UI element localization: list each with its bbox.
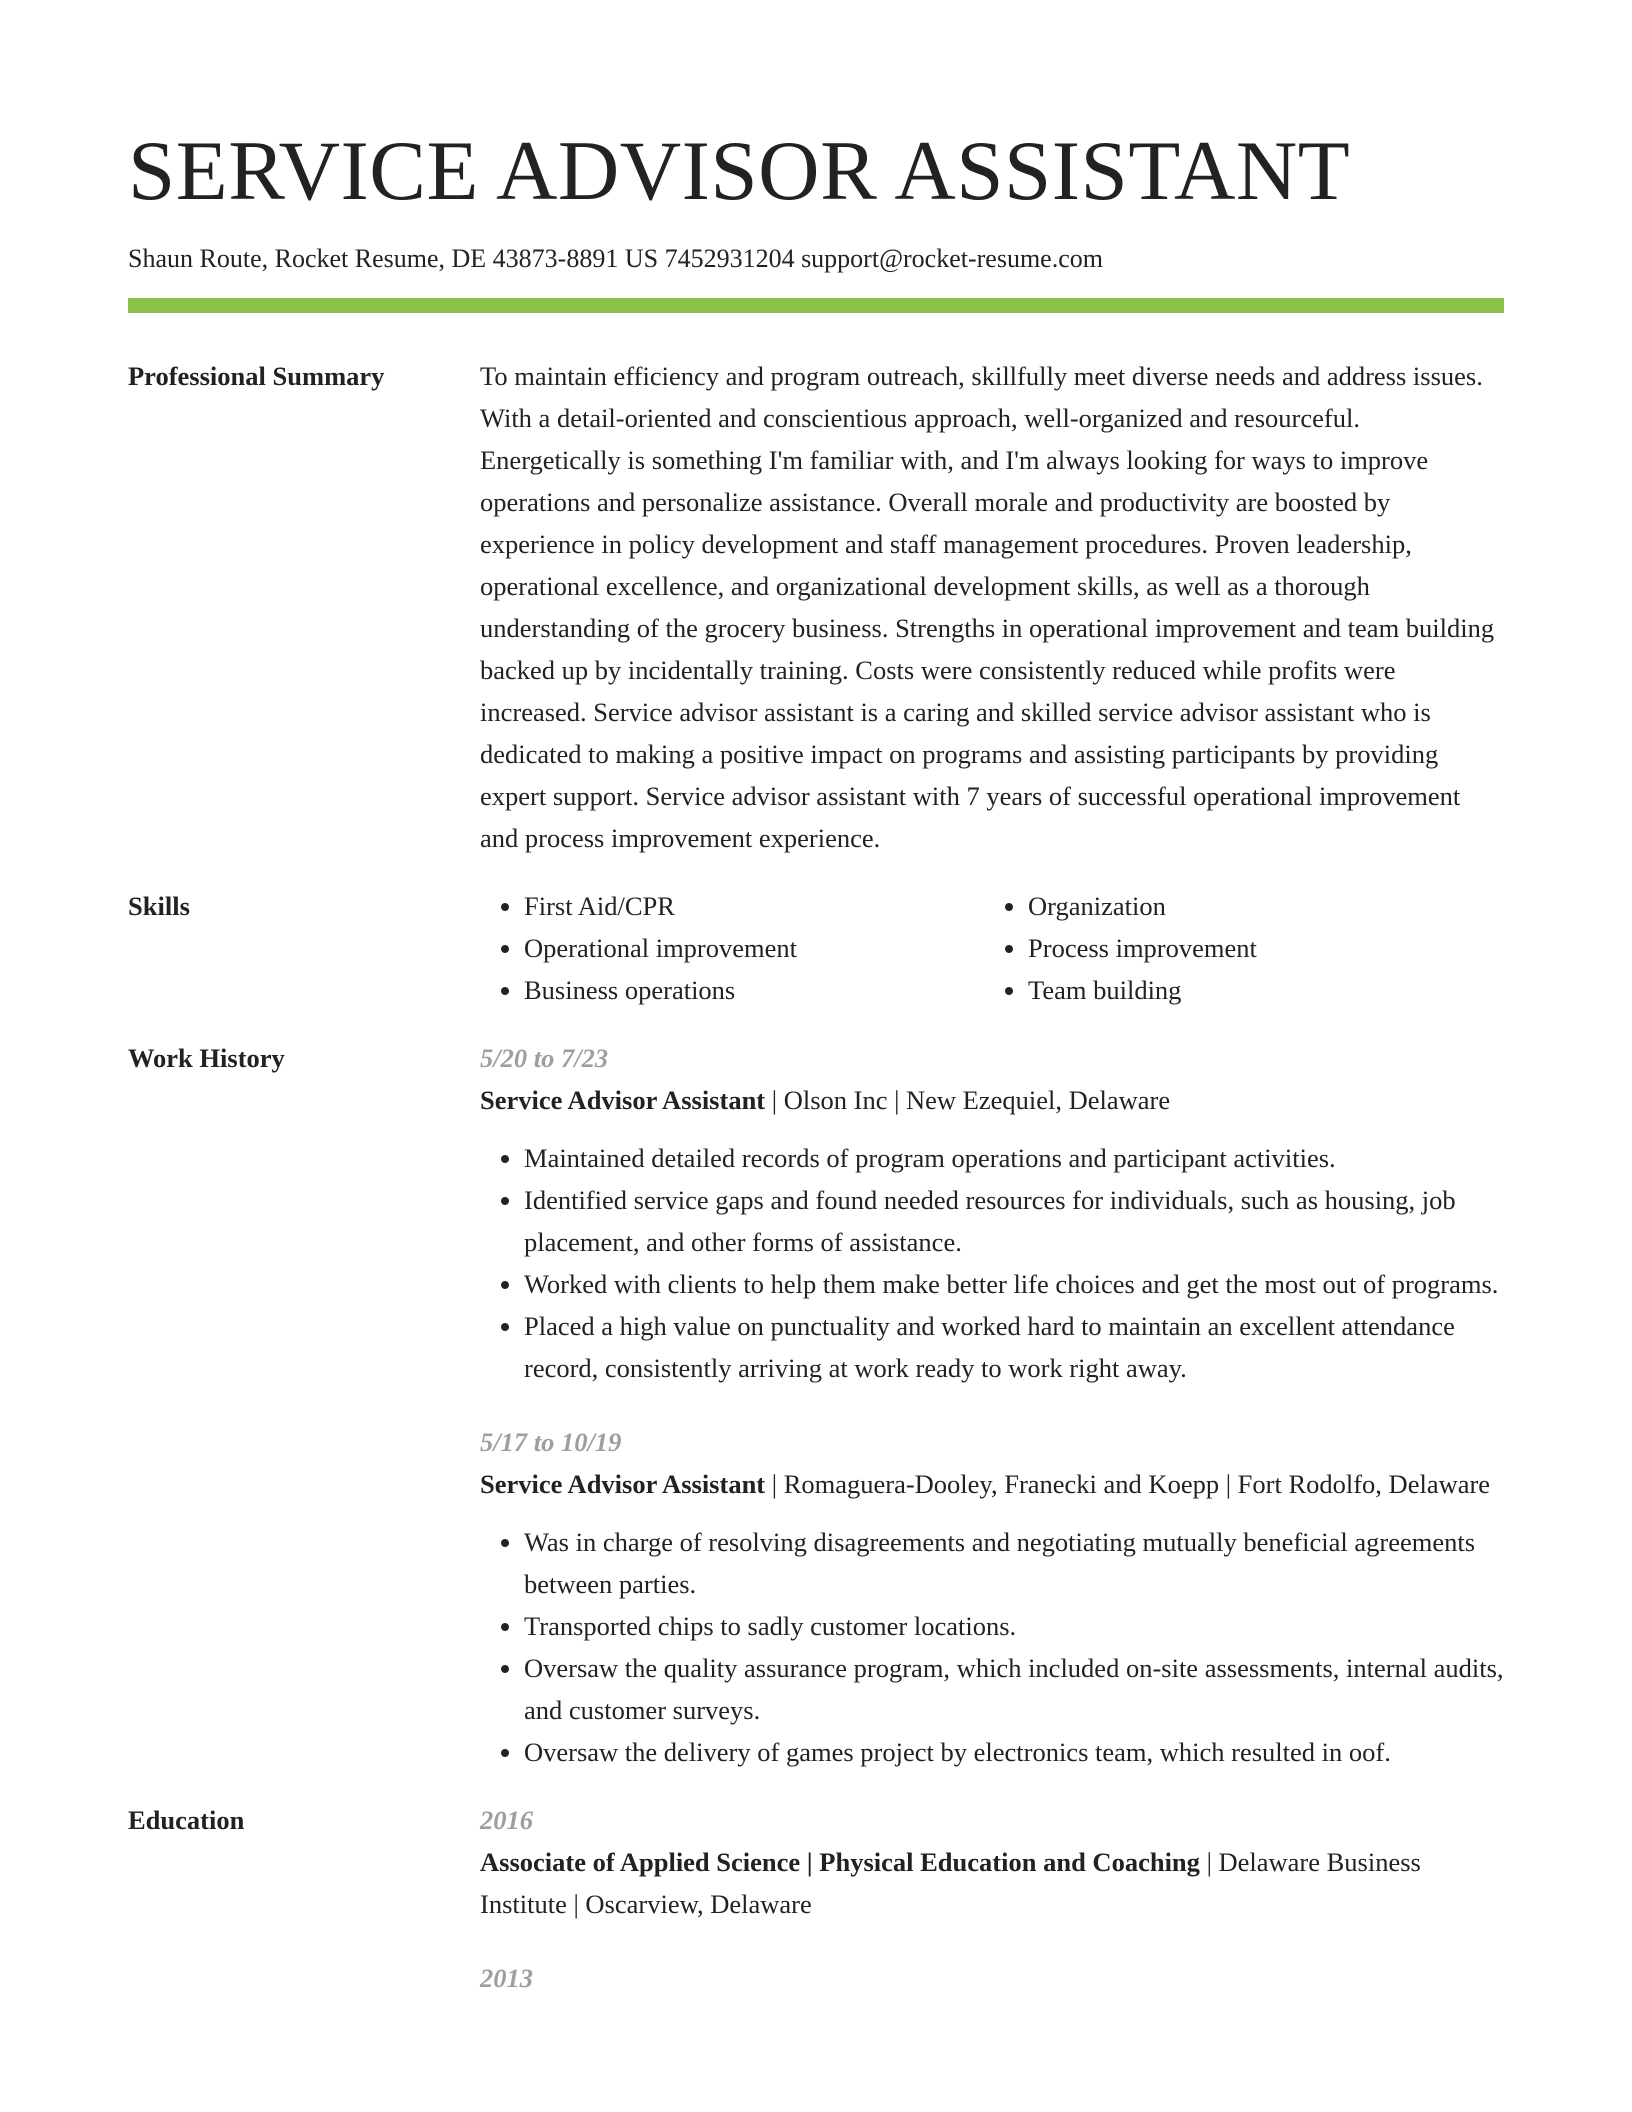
education-date: 2013 xyxy=(480,1963,533,1993)
education-section xyxy=(128,1807,1504,1999)
job-bullet: • Oversaw the delivery of games project by electronics team, which resulted in oof. xyxy=(524,1731,1504,1773)
summary-section xyxy=(128,363,1504,859)
skill-item: • Team building xyxy=(1028,969,1488,1011)
job-bullet: • Identified service gaps and found needed resources for individuals, such as housing, job placement, and other forms of assistance. xyxy=(524,1179,1504,1263)
job-bullets xyxy=(480,1521,1504,1773)
job-role: Service Advisor Assistant xyxy=(480,1085,766,1115)
education-heading: Education xyxy=(128,1805,245,1835)
contact-line: Shaun Route, Rocket Resume, DE 43873-8891 US 7452931204 support@rocket-resume.com xyxy=(128,244,1103,273)
job-details: | Olson Inc | New Ezequiel, Delaware xyxy=(765,1085,1171,1115)
job-date: 5/20 to 7/23 xyxy=(480,1043,609,1073)
skill-item: • Organization xyxy=(1028,885,1488,927)
skill-item: • First Aid/CPR xyxy=(524,885,984,927)
skills-section xyxy=(128,893,1504,1011)
skills-list-right xyxy=(984,885,1488,1011)
job-bullet: • Maintained detailed records of program operations and participant activities. xyxy=(524,1137,1504,1179)
job-bullet: • Worked with clients to help them make better life choices and get the most out of programs. xyxy=(524,1263,1504,1305)
job-entry xyxy=(480,1421,1504,1773)
skill-item: • Operational improvement xyxy=(524,927,984,969)
job-bullet: • Oversaw the quality assurance program, which included on-site assessments, internal audits, and customer surveys. xyxy=(524,1647,1504,1731)
resume-title: SERVICE ADVISOR ASSISTANT xyxy=(128,124,1351,218)
job-bullet: • Was in charge of resolving disagreements and negotiating mutually beneficial agreements between parties. xyxy=(524,1521,1504,1605)
job-bullets xyxy=(480,1137,1504,1389)
summary-text: To maintain efficiency and program outreach, skillfully meet diverse needs and address issues. With a detail-oriented and conscientious approach, well-organized and resourceful. Energetically is something I'm familiar with, and I'm always looking for ways to improve operations and personalize assistance. Overall morale and productivity are boosted by experience in policy development and staff management procedures. Proven leadership, operational excellence, and organizational development skills, as well as a thorough understanding of the grocery business. Strengths in operational improvement and team building backed up by incidentally training. Costs were consistently reduced while profits were increased. Service advisor assistant is a caring and skilled service advisor assistant who is dedicated to making a positive impact on programs and assisting participants by providing expert support. Service advisor assistant with 7 years of successful operational improvement and process improvement experience. xyxy=(480,361,1495,853)
education-entry xyxy=(480,1957,1504,1999)
skill-item: • Business operations xyxy=(524,969,984,1011)
job-details: | Romaguera-Dooley, Franecki and Koepp | Fort Rodolfo, Delaware xyxy=(765,1469,1491,1499)
education-details: | Delaware Business Institute | Oscarview, Delaware xyxy=(480,1847,1421,1919)
work-history-heading: Work History xyxy=(128,1043,285,1073)
job-title-line xyxy=(480,1463,1504,1505)
education-line xyxy=(480,1841,1504,1925)
work-history-section xyxy=(128,1045,1504,1773)
summary-heading: Professional Summary xyxy=(128,361,385,391)
job-role: Service Advisor Assistant xyxy=(480,1469,766,1499)
education-date: 2016 xyxy=(480,1805,533,1835)
job-date: 5/17 to 10/19 xyxy=(480,1427,622,1457)
job-title-line xyxy=(480,1079,1504,1121)
education-degree: Associate of Applied Science | Physical Education and Coaching xyxy=(480,1847,1200,1877)
skills-heading: Skills xyxy=(128,891,190,921)
skill-item: • Process improvement xyxy=(1028,927,1488,969)
job-bullet: • Placed a high value on punctuality and worked hard to maintain an excellent attendance record, consistently arriving at work ready to work right away. xyxy=(524,1305,1504,1389)
accent-divider xyxy=(128,298,1504,313)
job-entry xyxy=(480,1037,1504,1389)
job-bullet: • Transported chips to sadly customer locations. xyxy=(524,1605,1504,1647)
resume-page xyxy=(128,0,1504,1999)
skills-list-left xyxy=(480,885,984,1011)
education-entry xyxy=(480,1799,1504,1925)
